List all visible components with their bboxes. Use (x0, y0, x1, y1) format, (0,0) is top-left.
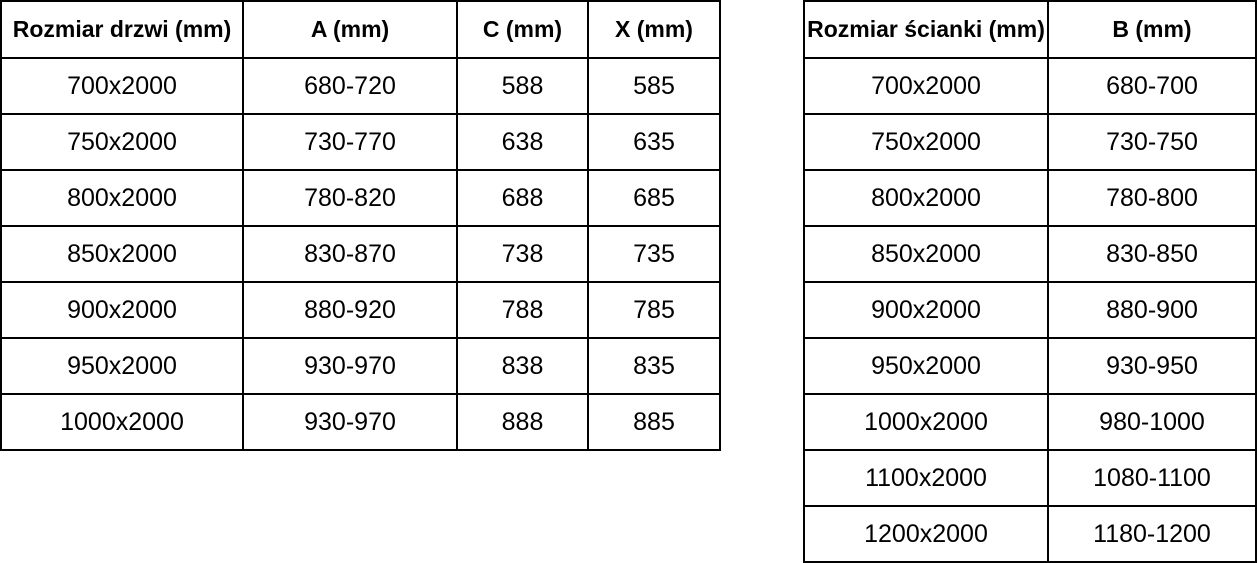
table-row (1, 338, 720, 394)
table-row (804, 170, 1256, 226)
door-size-cell: 950x2000 (1, 338, 243, 394)
dimension-b-cell: 1180-1200 (1048, 506, 1256, 562)
dimension-b-cell: 780-800 (1048, 170, 1256, 226)
door-size-cell: 700x2000 (1, 58, 243, 114)
dimension-x-cell: 635 (588, 114, 720, 170)
dimension-b-cell: 1080-1100 (1048, 450, 1256, 506)
table-row (1, 394, 720, 450)
dimension-x-column-header: X (mm) (588, 1, 720, 58)
table-row (1, 226, 720, 282)
dimension-a-cell: 930-970 (243, 394, 457, 450)
dimension-c-cell: 838 (457, 338, 588, 394)
door-size-cell: 900x2000 (1, 282, 243, 338)
dimension-a-cell: 930-970 (243, 338, 457, 394)
door-dimensions-table (0, 0, 721, 451)
dimension-x-cell: 735 (588, 226, 720, 282)
table-row (1, 282, 720, 338)
dimension-a-cell: 730-770 (243, 114, 457, 170)
wall-size-cell: 1000x2000 (804, 394, 1048, 450)
dimension-b-cell: 930-950 (1048, 338, 1256, 394)
dimension-x-cell: 585 (588, 58, 720, 114)
dimension-c-cell: 788 (457, 282, 588, 338)
dimension-c-cell: 588 (457, 58, 588, 114)
wall-size-cell: 1200x2000 (804, 506, 1048, 562)
dimension-b-cell: 980-1000 (1048, 394, 1256, 450)
wall-size-column-header: Rozmiar ścianki (mm) (804, 1, 1048, 58)
dimension-b-cell: 880-900 (1048, 282, 1256, 338)
dimension-x-cell: 685 (588, 170, 720, 226)
table-row (1, 114, 720, 170)
table-row (1, 170, 720, 226)
wall-panel-dimensions-table (803, 0, 1257, 563)
dimension-a-cell: 680-720 (243, 58, 457, 114)
wall-size-cell: 1100x2000 (804, 450, 1048, 506)
dimension-b-column-header: B (mm) (1048, 1, 1256, 58)
table-row (804, 506, 1256, 562)
wall-size-cell: 900x2000 (804, 282, 1048, 338)
dimension-c-cell: 738 (457, 226, 588, 282)
door-size-cell: 850x2000 (1, 226, 243, 282)
table-row (804, 58, 1256, 114)
door-size-cell: 800x2000 (1, 170, 243, 226)
dimension-x-cell: 835 (588, 338, 720, 394)
table-row (804, 114, 1256, 170)
wall-size-cell: 850x2000 (804, 226, 1048, 282)
wall-size-cell: 950x2000 (804, 338, 1048, 394)
wall-size-cell: 800x2000 (804, 170, 1048, 226)
door-size-cell: 750x2000 (1, 114, 243, 170)
door-size-cell: 1000x2000 (1, 394, 243, 450)
dimension-b-cell: 680-700 (1048, 58, 1256, 114)
dimension-c-cell: 638 (457, 114, 588, 170)
door-size-column-header: Rozmiar drzwi (mm) (1, 1, 243, 58)
dimension-b-cell: 830-850 (1048, 226, 1256, 282)
dimension-x-cell: 785 (588, 282, 720, 338)
wall-size-cell: 700x2000 (804, 58, 1048, 114)
wall-table-header-row (804, 1, 1256, 58)
dimension-b-cell: 730-750 (1048, 114, 1256, 170)
dimension-a-cell: 880-920 (243, 282, 457, 338)
dimension-c-cell: 688 (457, 170, 588, 226)
door-table-header-row (1, 1, 720, 58)
dimension-a-cell: 830-870 (243, 226, 457, 282)
table-row (804, 226, 1256, 282)
dimension-a-column-header: A (mm) (243, 1, 457, 58)
wall-size-cell: 750x2000 (804, 114, 1048, 170)
dimension-x-cell: 885 (588, 394, 720, 450)
dimension-c-column-header: C (mm) (457, 1, 588, 58)
dimension-c-cell: 888 (457, 394, 588, 450)
table-row (804, 338, 1256, 394)
table-row (804, 450, 1256, 506)
table-row (804, 394, 1256, 450)
table-row (1, 58, 720, 114)
dimension-a-cell: 780-820 (243, 170, 457, 226)
table-row (804, 282, 1256, 338)
